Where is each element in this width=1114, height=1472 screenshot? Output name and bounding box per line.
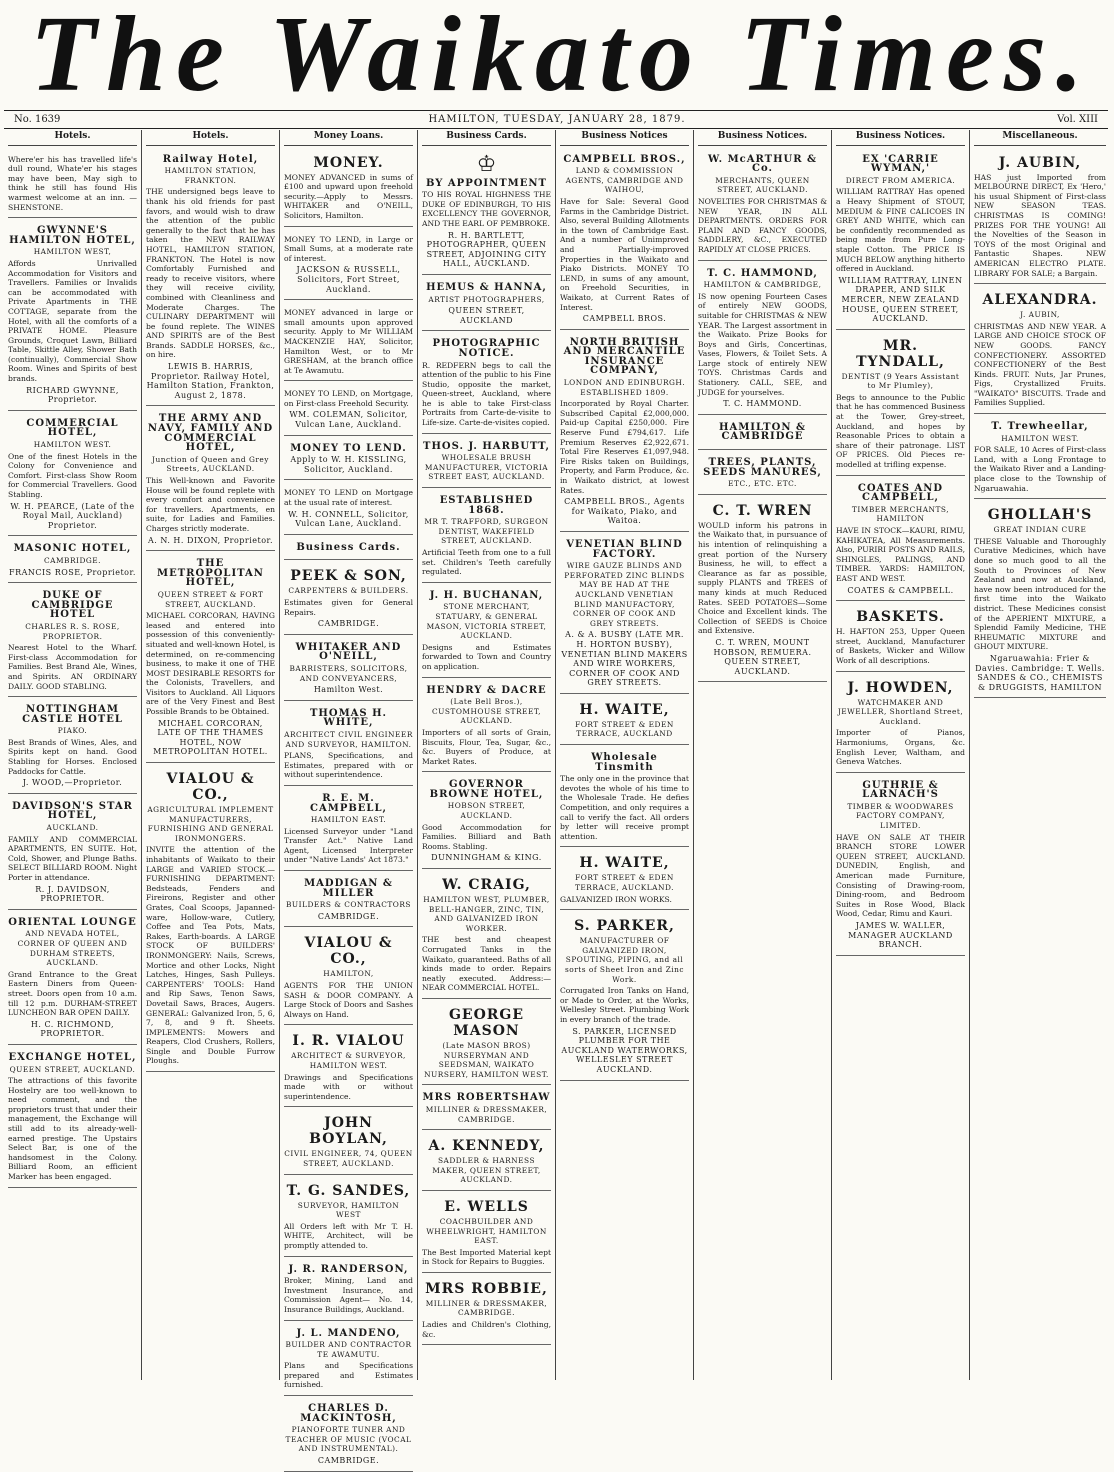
ad-subheading: Junction of Queen and Grey Streets, AUCKLAND. [152, 454, 269, 474]
advertisement [8, 700, 137, 794]
ad-subheading: FORT STREET & EDEN TERRACE, AUCKLAND [575, 719, 674, 739]
column-7 [832, 130, 970, 1380]
advertisement [836, 604, 965, 671]
ad-subheading: CIVIL ENGINEER, 74, QUEEN STREET, AUCKLAND. [284, 1149, 413, 1168]
advertisement [836, 479, 965, 602]
ad-subheading: AGRICULTURAL IMPLEMENT MANUFACTURERS, FURNISHING AND GENERAL IRONMONGERS. [147, 805, 274, 843]
masthead-rule-bottom [4, 128, 1108, 129]
advertisement [698, 498, 827, 683]
ad-subheading: DENTIST (9 Years Assistant to Mr Plumley), [841, 371, 960, 391]
ad-signature: C. T. WREN, MOUNT HOBSON, REMUERA. QUEEN STREET, AUCKLAND. [713, 637, 812, 676]
advertisement [284, 538, 413, 561]
advertisement [974, 287, 1106, 414]
ad-heading: S. PARKER, [574, 918, 675, 935]
ad-heading: ESTABLISHED 1868. [439, 495, 534, 516]
ad-signature: RICHARD GWYNNE, Proprietor. [26, 385, 119, 405]
ad-signature: J. WOOD,—Proprietor. [22, 778, 123, 788]
ad-heading: CHARLES D. MACKINTOSH, [300, 1403, 397, 1424]
ad-subheading: QUEEN STREET, AUCKLAND. [9, 1064, 136, 1074]
advertisement [8, 797, 137, 910]
advertisement [422, 1194, 551, 1273]
ad-signature: A. & A. BUSBY (LATE MR. H. HORTON BUSBY), VENETIAN BLIND MAKERS AND WIRE WORKERS, CORNER OF COOK AND GREY STREETS. [561, 630, 688, 688]
ad-body: WILLIAM RATTRAY Has opened a Heavy Shipment of STOUT, MEDIUM & FINE CALICOES IN GREY AND WHITE, which can be confidently recommended as being made from Pure Long-staple Cotton. The PRICE IS MUCH BELOW anything hitherto offered in Auckland. [836, 187, 965, 274]
advertisement [146, 150, 275, 407]
ad-heading: I. R. VIALOU [292, 1033, 405, 1050]
ad-body: AGENTS FOR THE UNION SASH & DOOR COMPANY. A Large Stock of Doors and Sashes Always on Hand. [284, 981, 413, 1019]
advertisement [8, 913, 137, 1045]
ad-body: Nearest Hotel to the Wharf. First-class Accommodation for Families. Best Brand Ale, Wines, and Spirits. AN ORDINARY DAILY. GOOD STABLING. [8, 643, 137, 691]
dateline-bar [0, 112, 1114, 128]
advertisement [8, 150, 137, 219]
ad-subheading: MERCHANTS, QUEEN STREET, AUCKLAND. [715, 175, 810, 195]
ad-subheading: HAMILTON & CAMBRIDGE, [703, 280, 822, 290]
ad-signature: CAMPBELL BROS., Agents for Waikato, Piako, and Waitoa. [564, 497, 685, 526]
advertisement [560, 150, 689, 330]
advertisement [284, 384, 413, 435]
ad-signature: FRANCIS ROSE, Proprietor. [9, 567, 136, 577]
ad-heading: NORTH BRITISH AND MERCANTILE INSURANCE COMPANY, [563, 336, 686, 377]
ad-heading: THE ARMY AND NAVY, FAMILY AND COMMERCIAL HOTEL, [147, 413, 274, 454]
ad-body: Importer of Pianos, Harmoniums, Organs, &c. English Lever, Waltham, and Geneva Watches. [836, 728, 965, 767]
ad-heading: NOTTINGHAM CASTLE HOTEL [22, 704, 123, 725]
ad-subheading: BUILDER AND CONTRACTOR TE AWAMUTU. [285, 1340, 412, 1359]
ad-subheading: DIRECT FROM AMERICA. [845, 175, 956, 185]
ad-body: The Best Imported Material kept in Stock for Repairs to Buggies. [422, 1247, 551, 1267]
ad-signature: CAMPBELL BROS. [582, 314, 667, 324]
advertisement [284, 1178, 413, 1257]
advertisement [8, 539, 137, 583]
ad-body: INVITE the attention of the inhabitants of Waikato to their LARGE and VARIED STOCK.— FURNISHING DEPARTMENT: Bedsteads, Fenders and Fireirons, Register and other Grates, Coal Scoops, Japanned-ware, Hollow-ware, Cutlery, Coffee and Tea Pots, Mats, Rakes, Earth-boards. A LARGE STOCK OF BUILDERS' IRONMONGERY: Nails, Screws, Mortice and other Locks, Night Latches, Hinges, Sash Pulleys. CARPENTERS' TOOLS: Hand and Rip Saws, Tenon Saws, Dovetail Saws, Braces, Augers. GENERAL: Galvanized Iron, 5, 6, 7, 8, and 9 ft. Sheets. IMPLEMENTS: Mowers and Reapers, Clod Crushers, Rollers, Single and Double Furrow Ploughs. [146, 845, 275, 1066]
column-header: Business Notices. [836, 130, 965, 146]
advertisement [422, 334, 551, 433]
ad-body: MICHAEL CORCORAN, HAVING leased and entered into possession of this conveniently-situated and well-known Hotel, is determined, on re-commencing business, to make it one of THE MOST DESIRABLE RESORTS for the Colonists, Travellers, and Visitors to Auckland. All Liquors are of the Very Finest and Best Possible Brands to be Obtained. [146, 611, 275, 717]
ad-heading: H. WAITE, [579, 701, 670, 718]
masthead [0, 0, 1114, 114]
ad-heading: T. G. SANDES, [286, 1182, 411, 1199]
ad-body: Estimates given for General Repairs. [284, 598, 413, 617]
ad-body: Corrugated Iron Tanks on Hand, or Made to Order, at the Works, Wellesley Street. Plumbing Work in every branch of the trade. [560, 986, 689, 1024]
ad-heading: DUKE OF CAMBRIDGE HOTEL [31, 590, 114, 621]
column-3 [280, 130, 418, 1466]
ad-subheading: MILLINER & DRESSMAKER, CAMBRIDGE. [425, 1298, 548, 1318]
advertisement [284, 789, 413, 871]
advertisement [836, 333, 965, 476]
ad-heading: THE METROPOLITAN HOTEL, [157, 558, 264, 589]
ad-subheading: HAMILTON WEST. [33, 440, 112, 450]
advertisement [974, 150, 1106, 285]
ad-signature: DUNNINGHAM & KING. [431, 853, 542, 863]
ad-signature: CAMBRIDGE. [317, 911, 380, 921]
ad-body: Licensed Surveyor under "Land Transfer Act." Native Land Agent, Licensed Interpreter under "Native Lands' Act 1873." [284, 826, 413, 865]
ad-body: Affords Unrivalled Accommodation for Visitors and Travellers. Families or Invalids can be accommodated with Private Apartments in THE COTTAGE, separate from the Hotel, with all the comforts of a PRIVATE HOME. Pleasure Grounds, Croquet Lawn, Billiard Table, Skittle Alley, Shower Bath (continually), Commercial Show Room. Wines and Spirits of best brands. [8, 258, 137, 384]
ad-body: MONEY advanced in large or small amounts upon approved security. Apply to Mr WILLIAM MACKENZIE HAY, Solicitor, Hamilton West, or to Mr GRESHAM, at the branch office at Te Awamutu. [284, 308, 413, 375]
ad-heading: Railway Hotel, [162, 153, 259, 165]
ad-body: CHRISTMAS AND NEW YEAR. A LARGE AND CHOICE STOCK OF NEW GOODS. FANCY CONFECTIONERY. ASSORTED CONFECTIONERY of the Best Kinds. FRUIT. Nuts, Jar Prunes, Figs, Crystallized Fruits. "WAIKATO" BISCUITS. Trade and Families Supplied. [974, 321, 1106, 408]
ad-heading: MASONIC HOTEL, [13, 543, 132, 555]
ad-heading: Wholesale Tinsmith [591, 752, 658, 773]
ad-subheading: WIRE GAUZE BLINDS AND PERFORATED ZINC BLINDS MAY BE HAD AT THE AUCKLAND VENETIAN BLIND MANUFACTORY, CORNER OF COOK AND GREY STREETS. [564, 561, 685, 628]
ad-signature: W. H. CONNELL, Solicitor, Vulcan Lane, Auckland. [288, 509, 409, 529]
ad-heading: CAMPBELL BROS., [563, 153, 686, 165]
ad-subheading: FORT STREET & EDEN TERRACE, AUCKLAND. [574, 873, 674, 892]
advertisement [974, 502, 1106, 698]
column-header: Hotels. [146, 130, 275, 146]
ad-heading: BY APPOINTMENT [426, 177, 547, 189]
advertisement [8, 221, 137, 411]
ad-heading: J. R. RANDERSON, [288, 1263, 409, 1275]
ad-subheading: STONE MERCHANT, STATUARY, & GENERAL MASON, VICTORIA STREET, AUCKLAND. [426, 602, 547, 641]
ad-subheading: SURVEYOR, HAMILTON WEST [297, 1200, 400, 1220]
ad-body: MONEY TO LEND, on Mortgage, on First-class Freehold Security. [284, 389, 413, 408]
advertisement [284, 1399, 413, 1472]
advertisement [836, 675, 965, 773]
ad-body: Have for Sale: Several Good Farms in the Cambridge District. Also, several Building Allotments in the town of Cambridge East. And a number of Unimproved and Partially-improved Properties in the Waikato and Piako Districts. MONEY TO LEND, in sums of any amount, on Freehold Securities, in Waikato, at Current Rates of Interest. [560, 196, 689, 312]
ad-body: MONEY TO LEND, in Large or Small Sums, at a moderate rate of interest. [284, 234, 413, 263]
ad-heading: THOS. J. HARBUTT, [423, 440, 550, 452]
ad-heading: DAVIDSON'S STAR HOTEL, [12, 800, 133, 822]
ad-heading: H. WAITE, [579, 855, 670, 872]
column-header: Hotels. [8, 130, 137, 146]
ad-heading: TREES, PLANTS, SEEDS MANURES, [703, 457, 822, 478]
advertisement [698, 264, 827, 415]
ad-body: Incorporated by Royal Charter. Subscribed Capital £2,000,000. Paid-up Capital £250,000. Fire Reserve Fund £794,617. Life Premium Reserves £2,922,671. Total Fire Reserves £1,097,948. Fire Risks taken on Buildings, Property, and Farm Produce, &c. in Waikato district, at lowest Rates. [560, 399, 689, 495]
masthead-rule-top [4, 110, 1108, 111]
ad-body: THE best and cheapest Corrugated Tanks in the Waikato, guaranteed. Baths of all kinds made to order. Repairs neatly executed. Address:—NEAR COMMERCIAL HOTEL. [422, 935, 551, 993]
advertisement [974, 417, 1106, 499]
ad-body: This Well-known and Favorite House will be found replete with every comfort and convenience for travellers. Apartments, en suite, for Ladies and Families. Charges strictly moderate. [146, 476, 275, 533]
advertisement [422, 681, 551, 773]
ad-heading: THOMAS H. WHITE, [309, 707, 388, 729]
advertisement [836, 776, 965, 956]
ad-signature: W. H. PEARCE, (Late of the Royal Mail, Auckland) Proprietor. [10, 501, 135, 530]
ad-heading: VIALOU & CO., [166, 771, 255, 804]
ad-signature: T. C. HAMMOND. [723, 399, 802, 409]
ad-heading: GHOLLAH'S [987, 507, 1093, 524]
ad-signature: JAMES W. WALLER, MANAGER AUCKLAND BRANCH. [848, 921, 953, 950]
ad-subheading: CHARLES R. S. ROSE, PROPRIETOR. [25, 621, 120, 641]
ad-subheading: HAMILTON WEST, PLUMBER, BELL-HANGER, ZINC, TIN, AND GALVANIZED IRON WORKER. [423, 895, 550, 933]
ad-subheading: HAMILTON WEST, [33, 247, 112, 257]
ad-heading: VENETIAN BLIND FACTORY. [566, 538, 683, 560]
ad-signature: Hamilton West. [313, 685, 384, 695]
column-header: Business Notices. [698, 130, 827, 146]
ad-body: Designs and Estimates forwarded to Town and Country on application. [422, 642, 551, 671]
advertisement [560, 697, 689, 745]
ad-body: The only one in the province that devotes the whole of his time to the Wholesale Trade. He defies Competition, and only requires a call to verify the fact. All orders by letter will receive prompt attention. [560, 774, 689, 841]
advertisement [560, 850, 689, 910]
column-header: Miscellaneous. [974, 130, 1106, 146]
ad-heading: VIALOU & CO., [304, 935, 393, 968]
ad-heading: EXCHANGE HOTEL, [8, 1051, 137, 1063]
ad-signature: R. H. BARTLETT, PHOTOGRAPHER, QUEEN STREET, ADJOINING CITY HALL, AUCKLAND. [426, 230, 547, 269]
ad-subheading: WATCHMAKER AND JEWELLER, Shortland Street, Auckland. [837, 697, 964, 726]
advertisement [284, 704, 413, 786]
advertisement [8, 586, 137, 697]
ad-subheading: ARCHITECT CIVIL ENGINEER AND SURVEYOR, HAMILTON. [284, 729, 413, 749]
advertisement [284, 230, 413, 301]
ad-subheading: PIANOFORTE TUNER AND TEACHER OF MUSIC (VOCAL AND INSTRUMENTAL). [285, 1425, 412, 1454]
advertisement [698, 418, 827, 450]
column-header: Business Cards. [422, 130, 551, 146]
advertisement [8, 414, 137, 537]
volume-number: Vol. XIII [1057, 114, 1098, 125]
ad-body: THE undersigned begs leave to thank his old friends for past favors, and would wish to draw the attention of the public generally to the fact that he has taken the NEW RAILWAY HOTEL, HAMILTON STATION, FRANKTON. The Hotel is now Comfortably Furnished and ready to receive visitors, where they will receive civility, combined with Cleanliness and Moderate Charges. The CULINARY DEPARTMENT will be found replete. The WINES AND SPIRITS are of the Best Brands. SADDLE HORSES, &c., on hire. [146, 187, 275, 360]
ad-subheading: PIAKO. [57, 726, 88, 736]
ad-signature: WILLIAM RATTRAY, LINEN DRAPER, AND SILK MERCER, NEW ZEALAND HOUSE, QUEEN STREET, AUCKLAND. [838, 275, 963, 324]
advertisement [422, 586, 551, 678]
advertisement [284, 1110, 413, 1174]
ad-subheading: COACHBUILDER AND WHEELWRIGHT, HAMILTON EAST. [426, 1216, 547, 1246]
ad-heading: ORIENTAL LOUNGE [8, 916, 137, 928]
ad-subheading: MANUFACTURER OF GALVANIZED IRON, SPOUTING, PIPING, and all sorts of Sheet Iron and Zinc Work. [565, 936, 684, 984]
column-4 [418, 130, 556, 1380]
ad-signature: S. PARKER, LICENSED PLUMBER FOR THE AUCKLAND WATERWORKS, WELLESLEY STREET AUCKLAND. [561, 1026, 688, 1074]
ad-heading: COMMERCIAL HOTEL, [26, 417, 119, 439]
ad-body: FOR SALE, 10 Acres of First-class Land, with a Long Frontage to the Waikato River and a Landing-place close to the Township of Ngaruawahia. [974, 445, 1106, 493]
royal-crest-icon: ♔ [476, 151, 497, 177]
ad-subheading: LONDON AND EDINBURGH. ESTABLISHED 1809. [563, 378, 686, 397]
advertisement [284, 930, 413, 1025]
issue-number: No. 1639 [14, 114, 61, 125]
ad-subheading: HAMILTON, [323, 969, 374, 979]
ad-signature: CAMBRIDGE. [317, 619, 380, 629]
ad-subheading: ARCHITECT & SURVEYOR, HAMILTON WEST. [291, 1051, 406, 1070]
ad-subheading: HOBSON STREET, AUCKLAND. [447, 801, 526, 821]
advertisement [422, 775, 551, 869]
ad-heading: MONEY TO LEND. [290, 442, 407, 454]
ad-subheading: MR T. TRAFFORD, SURGEON DENTIST, WAKEFIELD STREET, AUCKLAND. [424, 517, 549, 546]
ad-heading: E. WELLS [444, 1198, 529, 1215]
advertisement [284, 638, 413, 701]
ad-signature: R. J. DAVIDSON, PROPRIETOR. [35, 884, 110, 904]
advertisement [8, 1048, 137, 1188]
advertisement [146, 554, 275, 763]
ad-body: THESE Valuable and Thoroughly Curative Medicines, which have done so much good to all the South to Provinces of New Zealand and now at Auckland, have now been introduced for the first time into the Waikato district. These Medicines consist of the APERIENT MIXTURE, a Splendid Family Medicine, THE RHEUMATIC MIXTURE and GHOUT MIXTURE. [974, 536, 1106, 652]
ad-body: R. REDFERN begs to call the attention of the public to his Fine Studio, opposite the market, Queen-street, Auckland, where he is able to take First-class Portraits from Carte-de-visite to Life-size. Carte-de-visites copied. [422, 360, 551, 428]
ad-signature: CAMBRIDGE. [317, 1456, 380, 1466]
ad-subheading: HAMILTON STATION, FRANKTON. [164, 166, 257, 185]
ad-body: MONEY TO LEND on Mortgage at the usual rate of interest. [284, 488, 413, 508]
ad-heading: C. T. WREN [712, 502, 813, 519]
ad-heading: PEEK & SON, [290, 568, 407, 585]
ad-heading: PHOTOGRAPHIC NOTICE. [432, 338, 541, 359]
ad-heading: HAMILTON & CAMBRIDGE [719, 421, 806, 443]
ad-heading: EX 'CARRIE WYMAN,' [862, 153, 939, 175]
ad-signature: JACKSON & RUSSELL, Solicitors, Fort Street, Auckland. [296, 265, 401, 294]
ad-heading: MADDIGAN & MILLER [304, 878, 393, 899]
column-header: Business Notices [560, 130, 689, 146]
ad-heading: JOHN BOYLAN, [309, 1115, 388, 1148]
advertisement [284, 303, 413, 381]
ad-body: Best Brands of Wines, Ales, and Spirits kept on hand. Good Stabling for Horses. Enclosed Paddocks for Cattle. [8, 737, 137, 776]
advertisement [422, 1088, 551, 1130]
ad-subheading: (Late MASON BROS) NURSERYMAN AND SEEDSMAN, WAIKATO NURSERY, HAMILTON WEST. [424, 1040, 549, 1079]
ad-body: Grand Entrance to the Great Eastern Diners from Queen-street. Doors open from 10 a.m. till 12 p.m. DURHAM-STREET LUNCHEON BAR OPEN DAILY. [8, 969, 137, 1018]
advertisement [836, 150, 965, 330]
advertisement [560, 748, 689, 847]
ad-body: Where'er his has travelled life's dull round, Whate'er his stages may have been, May sigh to think he still has found His warmest welcome at an inn. —SHENSTONE. [8, 154, 137, 212]
advertisement [422, 437, 551, 488]
ad-heading: GUTHRIE & LARNACH'S [862, 779, 939, 801]
advertisement [422, 1133, 551, 1191]
ad-subheading: HAMILTON WEST. [1001, 433, 1079, 443]
ad-signature: Ngaruawahia: Frier & Davies. Cambridge: T. Wells. SANDES & CO., CHEMISTS & DRUGGISTS, HAMILTON [975, 653, 1105, 692]
issue-date: HAMILTON, TUESDAY, JANUARY 28, 1879. [428, 114, 686, 125]
ad-subheading: (Late Bell Bros.), CUSTOMHOUSE STREET, AUCKLAND. [431, 697, 542, 726]
ad-heading: MR. TYNDALL, [856, 337, 945, 370]
ad-subheading: AUCKLAND. [46, 823, 99, 833]
ad-heading: J. AUBIN, [998, 154, 1082, 171]
ad-heading: GWYNNE'S HAMILTON HOTEL, [9, 225, 136, 246]
ad-body: Begs to announce to the Public that he has commenced Business at the Tower, Grey-street, Auckland, and hopes by Reasonable Prices to obtain a share of their patronage. LIST OF PRICES. Old Pieces re-modelled at trifling expense. [836, 392, 965, 470]
ad-heading: MRS ROBBIE, [425, 1280, 548, 1297]
advertisement [146, 409, 275, 551]
ad-heading: BASKETS. [856, 609, 945, 626]
ad-body: Ladies and Children's Clothing, &c. [422, 1320, 551, 1339]
ad-heading: W. CRAIG, [442, 877, 531, 894]
advertisement [698, 150, 827, 261]
advertisement [560, 913, 689, 1080]
ad-body: WOULD inform his patrons in the Waikato that, in pursuance of his intention of relinquishing a great portion of the Nursery Business, he will, to effect a Clearance as far as possible, supply PLANTS and TREES of many kinds at much Reduced Rates. SEED POTATOES—Some Choice and Excellent kinds. The Collection of SEEDS is Choice and Extensive. [698, 520, 827, 636]
ad-heading: HENDRY & DACRE [426, 684, 547, 696]
ad-signature: A. N. H. DIXON, Proprietor. [147, 535, 274, 545]
column-1 [4, 130, 142, 1380]
advertisement [698, 453, 827, 495]
ad-body: One of the finest Hotels in the Colony for Convenience and Comfort. First-class Show Room for Commercial Travellers. Good Stabling. [8, 451, 137, 499]
ad-heading: GOVERNOR BROWNE HOTEL, [429, 779, 544, 800]
ad-signature: COATES & CAMPBELL. [847, 585, 954, 595]
ad-heading: MRS ROBERTSHAW [422, 1092, 551, 1104]
ad-body: TO HIS ROYAL HIGHNESS THE DUKE OF EDINBURGH, TO HIS EXCELLENCY THE GOVERNOR, AND THE EARL OF PEMBROKE. [422, 190, 551, 228]
advertisement [284, 563, 413, 634]
column-6 [694, 130, 832, 1380]
ad-body: Importers of all sorts of Grain, Biscuits, Flour, Tea, Sugar, &c., &c. Buyers of Produce, at Market Rates. [422, 727, 551, 766]
advertisement [422, 278, 551, 331]
advertisement [146, 766, 275, 1072]
ad-heading: W. McARTHUR & Co. [707, 153, 818, 175]
advertisement [284, 1324, 413, 1397]
ad-body: The attractions of this favorite Hostelry are too well-known to need comment, and the proprietors trust that under their management, the Exchange will still add to its already-well-earned prestige. The Upstairs Select Bar, is one of the handsomest in the Colony. Billiard Room, an efficient Marker has been engaged. [8, 1076, 137, 1182]
ad-heading: GEORGE MASON [448, 1006, 525, 1039]
advertisement [284, 874, 413, 927]
ad-subheading: LAND & COMMISSION AGENTS, CAMBRIDGE AND WAIHOU, [565, 166, 684, 195]
ad-subheading: TIMBER MERCHANTS, HAMILTON [851, 504, 950, 524]
ad-body: Artificial Teeth from one to a full set. Children's Teeth carefully regulated. [422, 548, 551, 577]
column-8 [970, 130, 1110, 1380]
ad-body: PLANS, Specifications, and Estimates, prepared with or without superintendence. [284, 751, 413, 780]
ad-heading: Business Cards. [296, 541, 401, 553]
ad-heading: T. C. HAMMOND, [707, 267, 818, 279]
advertisement [284, 439, 413, 481]
ad-body: H. HAFTON 253, Upper Queen street, Auckland, Manufacturer of Baskets, Wicker and Willow Work of all descriptions. [836, 627, 965, 665]
column-5 [556, 130, 694, 1380]
ad-subheading: CARPENTERS & BUILDERS. [288, 586, 409, 596]
advertisement [422, 1276, 551, 1345]
ad-subheading: QUEEN STREET & FORT STREET, AUCKLAND. [157, 589, 264, 609]
newspaper-title: The Waikato Times. [30, 0, 1093, 114]
advertisement [284, 483, 413, 534]
ad-heading: J. L. MANDENO, [296, 1327, 401, 1339]
ad-heading: J. H. BUCHANAN, [429, 589, 544, 601]
ad-body: IS now opening Fourteen Cases of entirely NEW GOODS, suitable for CHRISTMAS & NEW YEAR. The Largest assortment in the Waikato. Prize Books for Boys and Girls, Concertinas, Vases, Flowers, & Toilet Sets. A Large stock of entirely NEW TOYS. Christmas Cards and Stationery. CALL, SEE, and JUDGE for yourselves. [698, 291, 827, 397]
ad-heading: ALEXANDRA. [982, 292, 1098, 309]
advertisement [422, 150, 551, 275]
advertisement [284, 1260, 413, 1321]
advertisement [284, 1028, 413, 1107]
ad-subheading: ARTIST PHOTOGRAPHERS, [428, 294, 545, 304]
ad-subheading: BUILDERS & CONTRACTORS [286, 900, 411, 910]
advertisement [422, 1002, 551, 1085]
ad-heading: HEMUS & HANNA, [426, 281, 547, 293]
ad-signature: Apply to W. H. KISSLING, Solicitor, Auckland. [290, 455, 407, 474]
ad-subheading: ETC., ETC. ETC. [728, 479, 797, 489]
ad-body: HAVE IN STOCK—KAURI, RIMU, KAHIKATEA, All Measurements. Also, PURIRI POSTS AND RAILS, SHINGLES, PALINGS, AND TIMBER. YARDS: HAMILTON, EAST AND WEST. [836, 526, 965, 583]
advertisement [284, 150, 413, 227]
ad-subheading: CAMBRIDGE. [43, 555, 102, 565]
advertisement [560, 535, 689, 694]
ad-subheading: SADDLER & HARNESS MAKER, QUEEN STREET, AUCKLAND. [432, 1156, 541, 1185]
ad-body: NOVELTIES FOR CHRISTMAS & NEW YEAR, IN ALL DEPARTMENTS. ORDERS FOR PLAIN AND FANCY GOODS, SADDLERY, &C., EXECUTED RAPIDLY AT CLOSE PRICES. [698, 196, 827, 254]
ad-body: GALVANIZED IRON WORKS. [560, 894, 672, 904]
advertisement [422, 872, 551, 999]
ad-body: Plans and Specifications prepared and Estimates furnished. [284, 1361, 413, 1390]
ad-signature: H. C. RICHMOND, PROPRIETOR. [30, 1019, 115, 1039]
ad-subheading: HAMILTON EAST. [310, 815, 387, 825]
ad-body: Broker, Mining, Land and Investment Insurance, and Commission Agent— No. 14, Insurance Buildings, Auckland. [284, 1276, 413, 1314]
ad-signature: WM. COLEMAN, Solicitor, Vulcan Lane, Auckland. [289, 410, 408, 430]
ad-body: MONEY ADVANCED in sums of £100 and upward upon freehold security.—Apply to Messrs. WHITAKER and O'NEILL, Solicitors, Hamilton. [284, 172, 413, 220]
column-2 [142, 130, 280, 1380]
ad-subheading: WHOLESALE BRUSH MANUFACTURER, VICTORIA STREET EAST, AUCKLAND. [424, 453, 549, 482]
ad-subheading: MILLINER & DRESSMAKER, CAMBRIDGE. [425, 1104, 548, 1124]
ad-body: Drawings and Specifications made with or without superintendence. [284, 1072, 413, 1101]
ad-heading: MONEY. [313, 154, 384, 171]
ad-subheading: AND NEVADA HOTEL, CORNER OF QUEEN AND DURHAM STREETS, AUCKLAND. [17, 929, 128, 968]
ad-body: HAVE ON SALE AT THEIR BRANCH STORE LOWER QUEEN STREET, AUCKLAND. DUNEDIN, English, and American made Furniture, Consisting of Drawing-room, Dining-room, and Bedroom Suites in Rose Wood, Black Wood, Cedar, Rimu and Kauri. [836, 832, 965, 919]
advertisement [422, 491, 551, 583]
ad-heading: T. Trewheellar, [991, 421, 1089, 433]
column-header: Money Loans. [284, 130, 413, 146]
newspaper-columns [4, 130, 1110, 1466]
ad-heading: COATES AND CAMPBELL, [857, 482, 944, 504]
ad-heading: WHITAKER AND O'NEILL, [295, 641, 402, 663]
ad-subheading: BARRISTERS, SOLICITORS, AND CONVEYANCERS, [289, 663, 408, 683]
ad-subheading: GREAT INDIAN CURE [993, 525, 1087, 535]
ad-signature: LEWIS B. HARRIS, Proprietor. Railway Hotel, Hamilton Station, Frankton, August 2, 1878. [146, 362, 275, 400]
ad-body: All Orders left with Mr T. H. WHITE, Architect, will be promptly attended to. [284, 1221, 413, 1250]
ad-heading: J. HOWDEN, [847, 679, 954, 696]
ad-body: Good Accommodation for Families. Billiard and Bath Rooms. Stabling. [422, 822, 551, 851]
ad-signature: QUEEN STREET, AUCKLAND [448, 306, 525, 325]
ad-signature: MICHAEL CORCORAN, LATE OF THE THAMES HOTEL, NOW METROPOLITAN HOTEL. [153, 718, 268, 757]
ad-heading: R. E. M. CAMPBELL, [310, 792, 387, 814]
advertisement [560, 333, 689, 532]
ad-subheading: TIMBER & WOODWARES FACTORY COMPANY, LIMITED. [847, 801, 954, 831]
ad-heading: A. KENNEDY, [428, 1138, 545, 1155]
ad-body: FAMILY AND COMMERCIAL APARTMENTS, EN SUITE. Hot, Cold, Shower, and Plunge Baths. SELECT BILLIARD ROOM. Night Porter in attendance. [8, 834, 137, 882]
ad-subheading: J. AUBIN, [1020, 310, 1060, 320]
ad-body: HAS just Imported from MELBOURNE DIRECT, Ex 'Hero,' his usual Shipment of First-class NEW SEASON TEAS. CHRISTMAS IS COMING! PRIZES FOR THE YOUNG! All the Novelties of the Season in TOYS of the most Original and Fantastic Shapes. NEW AMERICAN ELECTRO PLATE. LIBRARY FOR SALE; a Bargain. [974, 172, 1106, 278]
